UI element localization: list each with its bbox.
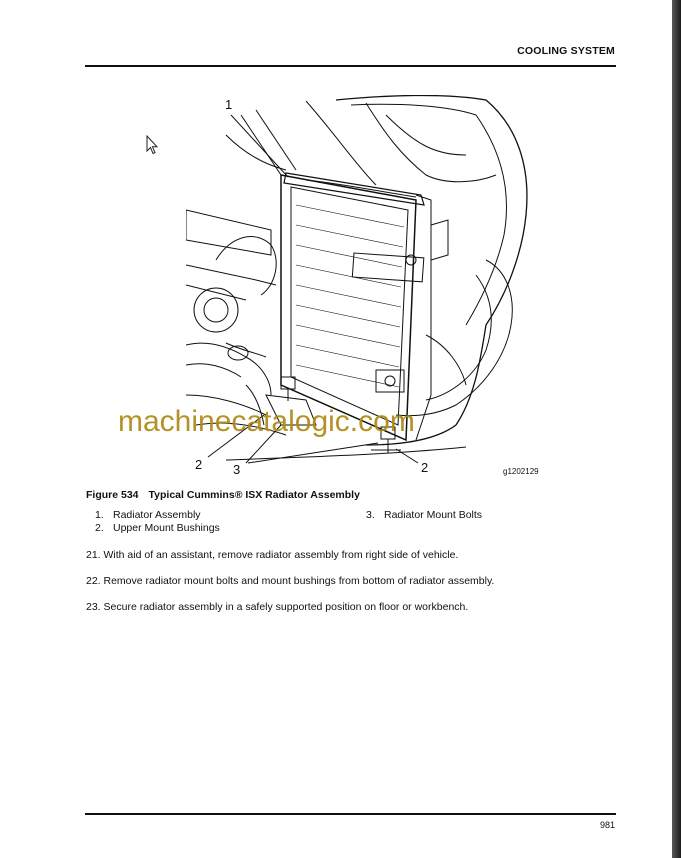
legend-label: Upper Mount Bushings [113, 522, 220, 534]
legend-number: 3. [366, 509, 375, 521]
mouse-pointer-icon [146, 135, 158, 160]
legend-item [95, 509, 201, 521]
figure-id: g1202129 [503, 467, 539, 476]
legend-item [366, 509, 482, 521]
figure-number: Figure 534 [86, 489, 139, 501]
callout-3: 3 [233, 462, 241, 477]
section-title: COOLING SYSTEM [517, 45, 615, 57]
legend-label: Radiator Assembly [113, 509, 201, 521]
callout-1: 1 [225, 97, 233, 112]
figure-title: Typical Cummins® ISX Radiator Assembly [148, 489, 360, 501]
legend-item [95, 522, 220, 534]
figure-caption [86, 489, 360, 501]
callout-2-left: 2 [195, 457, 203, 472]
procedure-step: 21. With aid of an assistant, remove radiator assembly from right side of vehicle. [86, 549, 459, 561]
procedure-step: 22. Remove radiator mount bolts and mount bushings from bottom of radiator assembly. [86, 575, 495, 587]
watermark: machinecatalogic.com [118, 405, 415, 438]
callout-2-right: 2 [421, 460, 429, 475]
legend-number: 1. [95, 509, 104, 521]
viewer-edge [672, 0, 681, 858]
page-number: 981 [599, 820, 615, 830]
legend-number: 2. [95, 522, 104, 534]
procedure-step: 23. Secure radiator assembly in a safely supported position on floor or workbench. [86, 601, 469, 613]
header-rule [85, 65, 616, 67]
footer-rule [85, 813, 616, 815]
legend-label: Radiator Mount Bolts [384, 509, 483, 521]
